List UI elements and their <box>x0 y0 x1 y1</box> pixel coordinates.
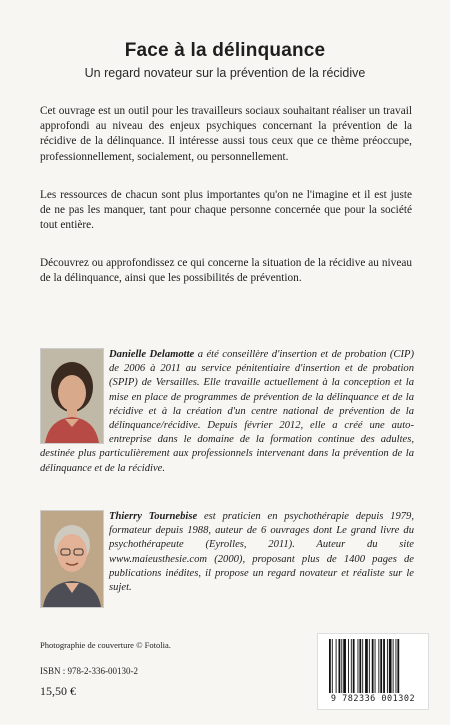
author-name: Danielle Delamotte <box>109 349 195 360</box>
barcode-bar <box>348 639 349 693</box>
barcode-bar <box>332 639 333 693</box>
price: 15,50 € <box>40 684 76 698</box>
barcode-bar <box>375 639 376 693</box>
barcode-bar <box>389 639 392 693</box>
barcode-bar <box>359 639 361 693</box>
barcode-bar <box>341 639 342 693</box>
photo-credit: Photographie de couverture © Fotolia. <box>40 640 171 650</box>
barcode-bar <box>380 639 382 693</box>
description-paragraph: Cet ouvrage est un outil pour les travailleurs sociaux souhaitant réaliser un travail approfondi au niveau des enjeux psychiques concernant la prévention de la récidive de la délinquance. Il intéresse aussi tous ceux que ce thème préoccupe, professionnellement, socialement, ou personnellement. <box>40 105 412 163</box>
barcode-number: 9 782336 001302 <box>330 694 416 704</box>
barcode-bar <box>383 639 385 693</box>
author-bio <box>40 510 414 610</box>
book-subtitle: Un regard novateur sur la prévention de la récidive <box>84 66 366 80</box>
barcode-bar <box>353 639 355 693</box>
barcode-bar <box>372 639 374 693</box>
barcode-bar <box>362 639 363 693</box>
barcode-bar <box>397 639 399 693</box>
barcode-bar <box>339 639 341 693</box>
barcode-bar <box>329 639 331 693</box>
barcode-bar <box>396 639 397 693</box>
author-name: Thierry Tournebise <box>109 511 198 522</box>
author-bio-text: a été conseillère d'insertion et de probation (CIP) de 2006 à 2011 au service pénitentiaire d'insertion et de probation (SPIP) de Versailles. Elle travaille actuellement à la conception et la mise en place de programmes de prévention de la délinquance et de la récidive et à la création d'un centre national de prévention de la délinquance/récidive. Depuis février 2012, elle a créé une auto-entreprise dans le domaine de la formation continue des adultes, destinée plus particulièrement aux professionnels intervenant dans la prévention de la délinquance et de la récidive. <box>40 349 414 474</box>
barcode-bar <box>393 639 394 693</box>
book-title: Face à la délinquance <box>124 40 326 61</box>
barcode-bar <box>358 639 359 693</box>
barcode-bar <box>336 639 337 693</box>
barcode-bar <box>351 639 352 693</box>
barcode <box>317 633 429 710</box>
barcode-bar <box>365 639 368 693</box>
barcode-bar <box>343 639 346 693</box>
author-bio <box>40 348 414 476</box>
barcode-bar <box>378 639 379 693</box>
description-paragraph: Les ressources de chacun sont plus importantes qu'on ne l'imagine et il est juste de ne pas les manquer, tant pour chaque personne concernée que pour la société tout entière. <box>40 189 412 232</box>
barcode-bars <box>328 639 418 693</box>
author-bio-text: est praticien en psychothérapie depuis 1979, formateur depuis 1988, auteur de 6 ouvrages dont Le grand livre du psychothérapeute (Eyrolles, 2011). Auteur du site www.maieusthesie.com (2000), proposant plus de 1400 pages de publications inédites, il propose un regard novateur et réaliste sur le sujet. <box>109 511 414 594</box>
author-photo <box>40 348 104 444</box>
barcode-bar <box>387 639 388 693</box>
description-paragraph: Découvrez ou approfondissez ce qui concerne la situation de la récidive au niveau de la délinquance, ainsi que les possibilités de prévention. <box>40 257 412 285</box>
barcode-bar <box>369 639 370 693</box>
author-photo <box>40 510 104 608</box>
isbn: ISBN : 978-2-336-00130-2 <box>40 666 138 676</box>
